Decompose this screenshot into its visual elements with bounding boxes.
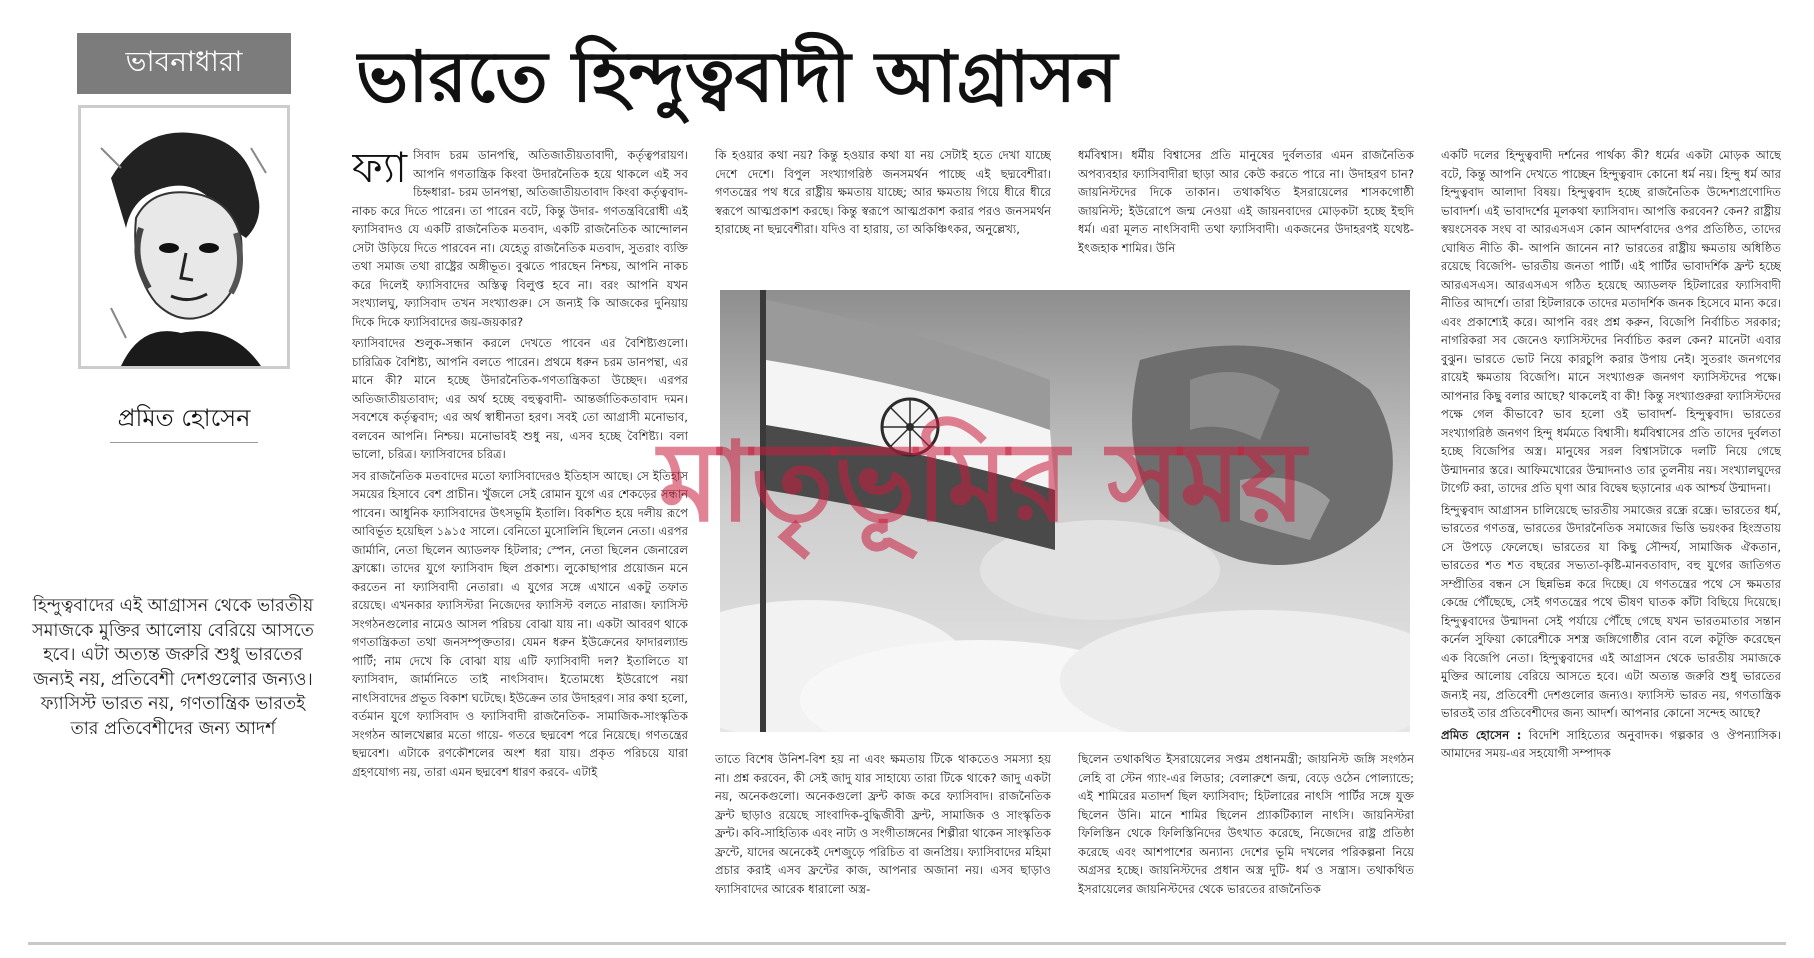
article-column-1 (352, 146, 688, 936)
paragraph-text: সিবাদ চরম ডানপন্থি, অতিজাতীয়তাবাদী, কর্তৃত্বপরায়ণ। আপনি গণতান্ত্রিক কিংবা উদারনৈতিক হয়ে থাকলে এই সব চিহ্নধারা- চরম ডানপন্থা, অতিজাতীয়তাবাদ কিংবা কর্তৃত্ববাদ- নাকচ করে দিতে পারেন। তা পারেন বটে, কিন্তু উদার- গণতন্ত্রবিরোধী এই ফ্যাসিবাদও যে একটি রাজনৈতিক মতবাদ, একটি রাজনৈতিক আন্দোলন সেটা উড়িয়ে দিতে পারবেন না। যেহেতু রাজনৈতিক মতবাদ, সুতরাং ব্যক্তি তথা সমাজ তথা রাষ্ট্রের অঙ্গীভূত। বুঝতে পারছেন নিশ্চয়, আপনি নাকচ করে দিলেই ফ্যাসিবাদের অস্তিত্ব বিলুপ্ত হবে না। বরং আপনি যখন সংখ্যালঘু, ফ্যাসিবাদ তখন সংখ্যাগুরু। সে জন্যই কি আজকের দুনিয়ায় দিকে দিকে ফ্যাসিবাদের জয়-জয়কার? (352, 148, 688, 329)
article-paragraph (352, 146, 688, 331)
article-paragraph: কি হওয়ার কথা নয়? কিন্তু হওয়ার কথা যা নয় সেটাই হতে দেখা যাচ্ছে দেশে দেশে। বিপুল সংখ্যাগরিষ্ঠ জনসমর্থন পাচ্ছে এই ছদ্মবেশীরা। গণতন্ত্রের পথ ধরে রাষ্ট্রীয় ক্ষমতায় যাচ্ছে; আর ক্ষমতায় গিয়ে ধীরে ধীরে স্বরূপে আত্মপ্রকাশ করছে। কিন্তু স্বরূপে আত্মপ্রকাশ করার পরও জনসমর্থন হারাচ্ছে না ছদ্মবেশীরা। যদিও বা হারায়, তা অকিঞ্চিৎকর, অনুল্লেখ্য, (715, 148, 1051, 236)
bio-author-name: প্রমিত হোসেন : (1441, 727, 1522, 742)
pull-quote: হিন্দুত্ববাদের এই আগ্রাসন থেকে ভারতীয় সমাজকে মুক্তির আলোয় বেরিয়ে আসতে হবে। এটা অত্যন্ত জরুরি শুধু ভারতের জন্যই নয়, প্রতিবেশী দেশগুলোর জন্যও। ফ্যাসিস্ট ভারত নয়, গণতান্ত্রিক ভারতই তার প্রতিবেশীদের জন্য আদর্শ (32, 596, 314, 739)
flag-and-hand-image (720, 290, 1410, 732)
headline: ভারতে হিন্দুত্ববাদী আগ্রাসন (356, 36, 1118, 118)
article-column-3-bottom (1078, 750, 1414, 938)
article-paragraph: ফ্যাসিবাদের শুলুক-সন্ধান করলে দেখতে পাবেন এর বৈশিষ্ট্যগুলো। চারিত্রিক বৈশিষ্ট্য, আপনি বলতে পারেন। প্রথমে ধরুন চরম ডানপন্থা, এর মানে কী? মানে হচ্ছে উদারনৈতিক-গণতান্ত্রিকতা উচ্ছেদ। এরপর অতিজাতীয়তাবাদ; এর অর্থ হচ্ছে বহুত্ববাদী- আন্তর্জাতিকতাবাদ দমন। সবশেষে কর্তৃত্ববাদ; এর অর্থ স্বাধীনতা হরণ। সবই তো আগ্রাসী মনোভাব, বলবেন আপনি। নিশ্চয়। মনোভাবই শুধু নয়, এসব হচ্ছে বৈশিষ্ট্য। বলা ভালো, চরিত্র। ফ্যাসিবাদের চরিত্র। (352, 336, 688, 461)
author-photo (78, 105, 290, 369)
article-column-2-top (715, 146, 1051, 270)
bio-text: বিদেশি সাহিত্যের অনুবাদক। গল্পকার ও ঔপন্যাসিক। আমাদের সময়-এর সহযোগী সম্পাদক (1441, 727, 1781, 760)
article-column-2-bottom (715, 750, 1051, 938)
section-tag: ভাবনাধারা (77, 33, 291, 94)
bottom-divider (28, 942, 1786, 945)
article-paragraph: সব রাজনৈতিক মতবাদের মতো ফ্যাসিবাদেরও ইতিহাস আছে। সে ইতিহাস সময়ের হিসাবে বেশ প্রাচীন। খুঁজলে সেই রোমান যুগে এর শেকড়ের সন্ধান পাবেন। আধুনিক ফ্যাসিবাদের উৎসভূমি ইতালি। বিকশিত হয়ে দলীয় রূপে আবির্ভূত হয়েছিল ১৯১৫ সালে। বেনিতো মুসোলিনি ছিলেন নেতা। এরপর জার্মানি, নেতা ছিলেন অ্যাডলফ হিটলার; স্পেন, নেতা ছিলেন জেনারেল ফ্রাঙ্কো। তাদের যুগে ফ্যাসিবাদ ছিল প্রকাশ্য। লুকোছাপার প্রয়োজন মনে করতেন না ফ্যাসিবাদী নেতারা। এ যুগের সঙ্গে এখানে একটু তফাত রয়েছে। এখনকার ফ্যাসিস্টরা নিজেদের ফ্যাসিস্ট বলতে নারাজ। ফ্যাসিস্ট সংগঠনগুলোর নামেও আসল পরিচয় বোঝা যায় না। একটা আবরণ থাকে গণতান্ত্রিকতা তথা জনসম্পৃক্ততার। যেমন ধরুন ইউক্রেনের ফাদারল্যান্ড পার্টি; নাম দেখে কি বোঝা যায় এটি ফ্যাসিবাদী দল? ইতালিতে যা ফ্যাসিবাদ, জার্মানিতে তাই নাৎসিবাদ। ইতোমধ্যে ইউরোপে নয়া নাৎসিবাদের প্রভূত বিকাশ ঘটেছে। ইউক্রেন তার উদাহরণ। সার কথা হলো, বর্তমান যুগে ফ্যাসিবাদ ও ফ্যাসিবাদী রাজনৈতিক- সামাজিক-সাংস্কৃতিক সংগঠন আলখেল্লার মতো গায়ে- গতরে ছদ্মবেশ পরে নিয়েছে। গণতন্ত্রের ছদ্মবেশ। এটাকে রণকৌশলের অংশ ধরা যায়। প্রকৃত পরিচয়ে যারা গ্রহণযোগ্য নয়, তারা এমন ছদ্মবেশ ধারণ করবে- এটাই (352, 468, 688, 779)
article-paragraph: হিন্দুত্ববাদ আগ্রাসন চালিয়েছে ভারতীয় সমাজের রন্ধ্রে রন্ধ্রে। ভারতের ধর্ম, ভারতের গণতন্ত্র, ভারতের উদারনৈতিক সমাজের ভিত্তি ভয়ংকর হিংস্রতায় সে উপড়ে ফেলেছে। ভারতের যা কিছু সৌন্দর্য, সামাজিক ঐকতান, ভারতের শত শত বছরের সভ্যতা-কৃষ্টি-মানবতাবাদ, বহু যুগের জাতিগত সম্প্রীতির বন্ধন সে ছিন্নভিন্ন করে দিচ্ছে। যে গণতন্ত্রের পথে সে ক্ষমতার কেন্দ্রে পৌঁছেছে, সেই গণতন্ত্রের পথে ভীষণ ঘাতক কাঁটা বিছিয়ে দিয়েছে। হিন্দুত্ববাদের উন্মাদনা সেই পর্যায়ে পৌঁছে গেছে যখন ভারতমাতার সন্তান কর্নেল সুফিয়া কোরেশীকে সশস্ত্র জঙ্গিগোষ্ঠীর বোন বলে কটূক্তি করেছেন এক বিজেপি নেতা। হিন্দুত্ববাদের এই আগ্রাসন থেকে ভারতীয় সমাজকে মুক্তির আলোয় বেরিয়ে আসতে হবে। এটা অত্যন্ত জরুরি শুধু ভারতের জন্যই নয়, প্রতিবেশী দেশগুলোর জন্যও। ফ্যাসিস্ট ভারত নয়, গণতান্ত্রিক ভারতই তার প্রতিবেশীদের জন্য আদর্শ। আপনার কোনো সন্দেহ আছে? (1441, 502, 1781, 720)
author-divider (110, 442, 258, 443)
article-column-4 (1441, 146, 1781, 936)
author-name: প্রমিত হোসেন (117, 404, 251, 432)
article-paragraph: ধর্মবিশ্বাস। ধর্মীয় বিশ্বাসের প্রতি মানুষের দুর্বলতার এমন রাজনৈতিক অপব্যবহার ফ্যাসিবাদীরা ছাড়া আর কেউ করতে পারে না। উদাহরণ চান? জায়নিস্টদের দিকে তাকান। তথাকথিত ইসরায়েলের শাসকগোষ্ঠী জায়নিস্ট; ইউরোপে জন্ম নেওয়া এই জায়নবাদের মোড়কটা হচ্ছে ইহুদি ধর্ম। এরা মূলত নাৎসিবাদী তথা ফ্যাসিবাদী। একজনের উদাহরণই যথেষ্ট- ইৎজহাক শামির। উনি (1078, 148, 1414, 255)
article-paragraph: একটি দলের হিন্দুত্ববাদী দর্শনের পার্থক্য কী? ধর্মের একটা মোড়ক আছে বটে, কিন্তু আপনি দেখতে পাচ্ছেন হিন্দুত্ববাদ কোনো ধর্ম নয়। হিন্দু ধর্ম আর হিন্দুত্ববাদ আলাদা বিষয়। হিন্দুত্ববাদ হচ্ছে রাজনৈতিক উদ্দেশ্যপ্রণোদিত ভাবাদর্শ। এই ভাবাদর্শের মূলকথা ফ্যাসিবাদ। আপত্তি করবেন? কেন? রাষ্ট্রীয় স্বয়ংসেবক সংঘ বা আরএসএস কোন আদর্শবাদের ওপর প্রতিষ্ঠিত, তাদের ঘোষিত নীতি কী- আপনি জানেন না? ভারতের রাষ্ট্রীয় ক্ষমতায় অধিষ্ঠিত রয়েছে বিজেপি- ভারতীয় জনতা পার্টি। এই পার্টির ভাবাদর্শিক ফ্রন্ট হচ্ছে আরএসএস। আরএসএস গঠিত হয়েছে অ্যাডলফ হিটলারের ফ্যাসিবাদী নীতির আদর্শে। তারা হিটলারকে তাদের মতাদর্শিক জনক হিসেবে মান্য করে। এবং প্রকাশ্যেই করে। আপনি বরং প্রশ্ন করুন, বিজেপি নির্বাচিত সরকার; নাগরিকরা সব জেনেও ফ্যাসিস্টদের নির্বাচিত করল কেন? মানেটা এবার বুঝুন। ভারতে ভোট নিয়ে কারচুপি করার উপায় নেই। সুতরাং জনগণের রায়েই ক্ষমতায় বিজেপি। মানে সংখ্যাগুরু জনগণ ফ্যাসিস্টদের পক্ষে। আপনার কিছু বলার আছে? থাকলেই বা কী! কিন্তু সংখ্যাগুরুরা ফ্যাসিস্টদের পক্ষে গেল কীভাবে? ভাব হলো ওই ভাবাদর্শ- হিন্দুত্ববাদ। ভারতের সংখ্যাগরিষ্ঠ জনগণ হিন্দু ধর্মমতে বিশ্বাসী। ধর্মবিশ্বাসের প্রতি তাদের দুর্বলতা হচ্ছে বিজেপির অস্ত্র। মানুষের সরল বিশ্বাসটাকে দলটি নিয়ে গেছে উন্মাদনার স্তরে। আফিমখোরের উন্মাদনাও তার তুলনীয় নয়। সংখ্যালঘুদের টার্গেট করা, তাদের প্রতি ঘৃণা আর বিদ্বেষ ছড়ানোর এক আশ্চর্য উন্মাদনা। (1441, 148, 1781, 495)
watermark: মাতৃভূমির সময় (658, 418, 1306, 546)
author-bio (1441, 726, 1781, 763)
article-column-3-top (1078, 146, 1414, 270)
article-paragraph: তাতে বিশেষ উনিশ-বিশ হয় না এবং ক্ষমতায় টিকে থাকতেও সমস্যা হয় না। প্রশ্ন করবেন, কী সেই জাদু যার সাহায্যে তারা টিকে থাকে? জাদু একটা নয়, অনেকগুলো। অনেকগুলো ফ্রন্ট কাজ করে ফ্যাসিবাদ। রাজনৈতিক ফ্রন্ট ছাড়াও রয়েছে সাংবাদিক-বুদ্ধিজীবী ফ্রন্ট, সামাজিক ও সাংস্কৃতিক ফ্রন্ট। কবি-সাহিত্যিক এবং নাট্য ও সংগীতাঙ্গনের শিল্পীরা থাকেন সাংস্কৃতিক ফ্রন্টে, যাদের অনেকেই দেশজুড়ে পরিচিত বা জনপ্রিয়। ফ্যাসিবাদের মহিমা প্রচার করাই এসব ফ্রন্টের কাজ, আপনার অজানা নয়। এসব ছাড়াও ফ্যাসিবাদের আরেক ধারালো অস্ত্র- (715, 752, 1051, 896)
article-paragraph: ছিলেন তথাকথিত ইসরায়েলের সপ্তম প্রধানমন্ত্রী; জায়নিস্ট জঙ্গি সংগঠন লেহি বা স্টেন গ্যাং-এর লিডার; বেলারুশে জন্ম, বেড়ে ওঠেন পোল্যান্ডে; এই শামিরের মতাদর্শ ছিল ফ্যাসিবাদ; হিটলারের নাৎসি পার্টির সঙ্গে যুক্ত ছিলেন উনি। মানে শামির ছিলেন প্র্যাকটিক্যাল নাৎসি। জায়নিস্টরা ফিলিস্তিন থেকে ফিলিস্তিনিদের উৎখাত করেছে, নিজেদের রাষ্ট্র প্রতিষ্ঠা করেছে এবং আশপাশের অন্যান্য দেশের ভূমি দখলের পরিকল্পনা নিয়ে অগ্রসর হচ্ছে। জায়নিস্টদের প্রধান অস্ত্র দুটি- ধর্ম ও সন্ত্রাস। তথাকথিত ইসরায়েলের জায়নিস্টদের থেকে ভারতের রাজনৈতিক (1078, 752, 1414, 896)
author-portrait-image (81, 108, 287, 366)
drop-cap: ফ্যা (352, 146, 408, 192)
article-photo (720, 290, 1410, 732)
